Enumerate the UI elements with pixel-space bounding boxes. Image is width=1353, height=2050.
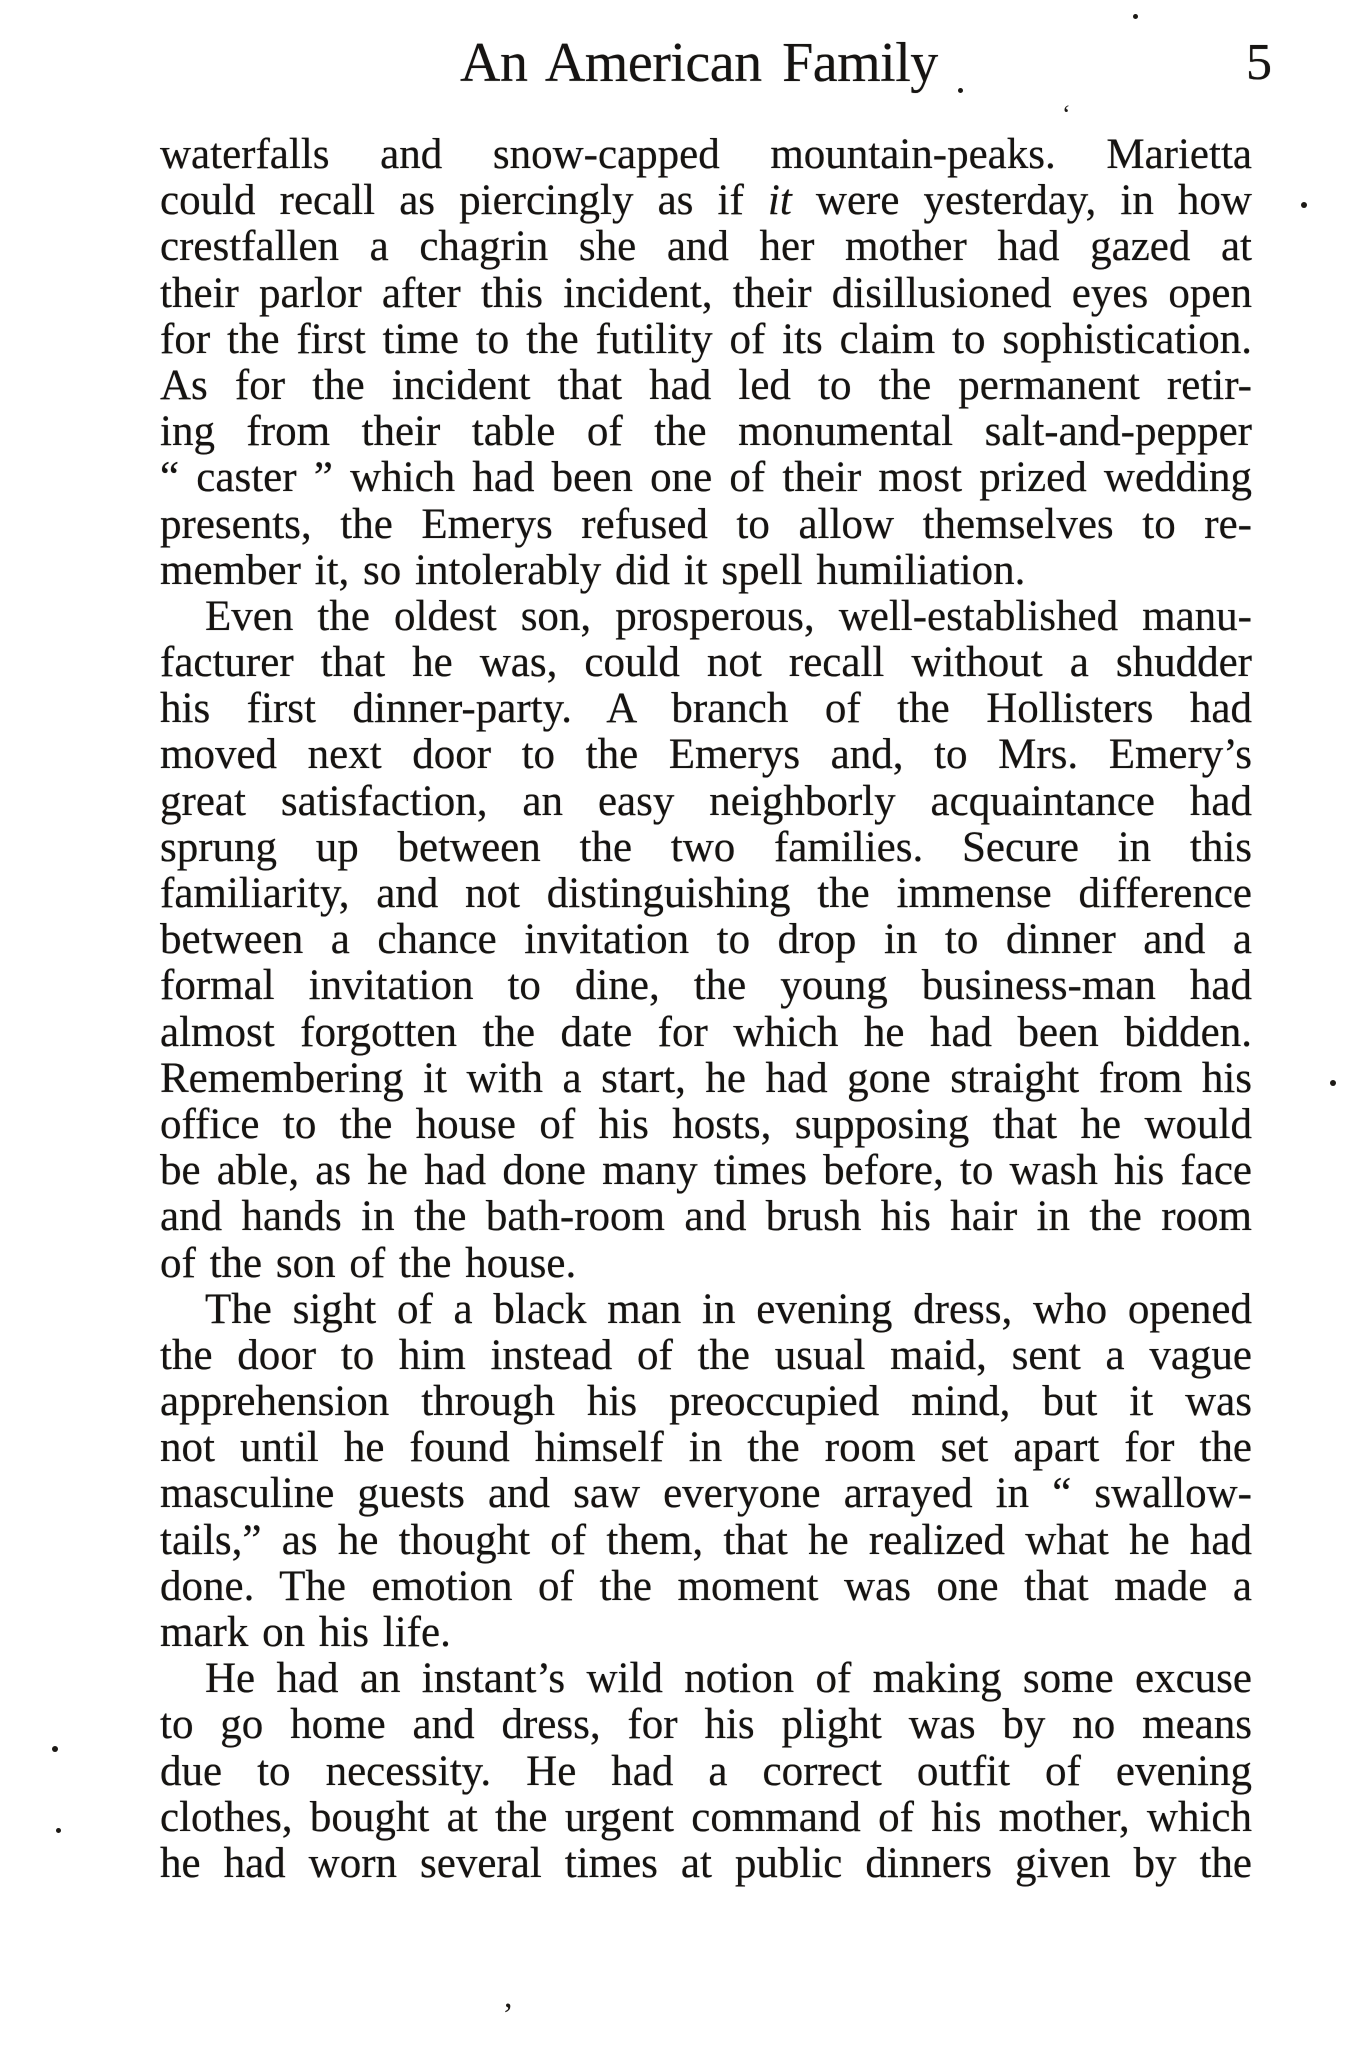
ink-speck — [52, 1746, 58, 1752]
text-line: between a chance invitation to drop in to dinner and a — [160, 916, 1252, 964]
text-line: office to the house of his hosts, supposing that he would — [160, 1100, 1252, 1148]
running-header-title: An American Family — [460, 32, 938, 94]
ink-speck — [1133, 14, 1138, 19]
text-line: of the son of the house. — [160, 1239, 577, 1287]
text-line: He had an instant’s wild notion of making some excuse — [205, 1655, 1252, 1703]
text-line: mark on his life. — [160, 1609, 451, 1656]
text-line: Remembering it with a start, he had gone straight from his — [160, 1054, 1252, 1102]
stray-ink-mark: , — [504, 1978, 513, 2015]
text-line: to go home and dress, for his plight was by no means — [160, 1701, 1252, 1749]
page-number: 5 — [1246, 34, 1272, 91]
text-line: member it, so intolerably did it spell humiliation. — [160, 546, 1026, 594]
text-line: their parlor after this incident, their disillusioned eyes open — [160, 269, 1252, 317]
text-line: familiarity, and not distinguishing the immense difference — [160, 870, 1252, 917]
text-line: Even the oldest son, prosperous, well-established manu- — [205, 592, 1252, 640]
text-line: his first dinner-party. A branch of the Hollisters had — [160, 685, 1252, 733]
ink-speck — [1330, 1080, 1336, 1086]
text-line: crestfallen a chagrin she and her mother had gazed at — [160, 223, 1252, 271]
text-line: could recall as piercingly as if it were yesterday, in how — [160, 177, 1252, 225]
text-line: apprehension through his preoccupied mind, but it was — [160, 1378, 1252, 1426]
text-line: clothes, bought at the urgent command of his mother, which — [160, 1793, 1252, 1841]
text-line: the door to him instead of the usual maid, sent a vague — [160, 1331, 1252, 1379]
stray-ink-mark: ‘ — [1062, 100, 1071, 129]
text-line: As for the incident that had led to the permanent retir- — [160, 361, 1252, 409]
text-line: presents, the Emerys refused to allow themselves to re- — [160, 500, 1252, 548]
text-line: tails,” as he thought of them, that he realized what he had — [160, 1516, 1252, 1564]
text-line: masculine guests and saw everyone arrayed in “ swallow- — [160, 1470, 1252, 1518]
text-line: due to necessity. He had a correct outfit of evening — [160, 1747, 1252, 1795]
ink-speck — [1301, 202, 1307, 208]
text-line: “ caster ” which had been one of their most prized wedding — [160, 454, 1252, 502]
text-line: moved next door to the Emerys and, to Mrs. Emery’s — [160, 731, 1252, 779]
text-line: not until he found himself in the room set apart for the — [160, 1424, 1252, 1472]
text-line: he had worn several times at public dinners given by the — [160, 1839, 1252, 1887]
text-line: sprung up between the two families. Secure in this — [160, 823, 1252, 871]
text-line: and hands in the bath-room and brush his hair in the room — [160, 1193, 1252, 1241]
ink-speck — [56, 1828, 61, 1833]
text-line: The sight of a black man in evening dress, who opened — [205, 1285, 1252, 1333]
text-line: waterfalls and snow-capped mountain-peaks. Marietta — [160, 131, 1252, 178]
text-line: done. The emotion of the moment was one that made a — [160, 1562, 1252, 1610]
body-text — [160, 132, 1252, 1887]
text-line: ing from their table of the monumental salt-and-pepper — [160, 408, 1252, 456]
text-line: formal invitation to dine, the young business-man had — [160, 962, 1252, 1010]
text-line: be able, as he had done many times before, to wash his face — [160, 1147, 1252, 1195]
ink-speck — [958, 88, 963, 93]
text-line: for the first time to the futility of its claim to sophistication. — [160, 315, 1252, 363]
text-line: almost forgotten the date for which he had been bidden. — [160, 1008, 1252, 1056]
text-line: facturer that he was, could not recall without a shudder — [160, 639, 1252, 687]
text-line: great satisfaction, an easy neighborly acquaintance had — [160, 777, 1252, 825]
